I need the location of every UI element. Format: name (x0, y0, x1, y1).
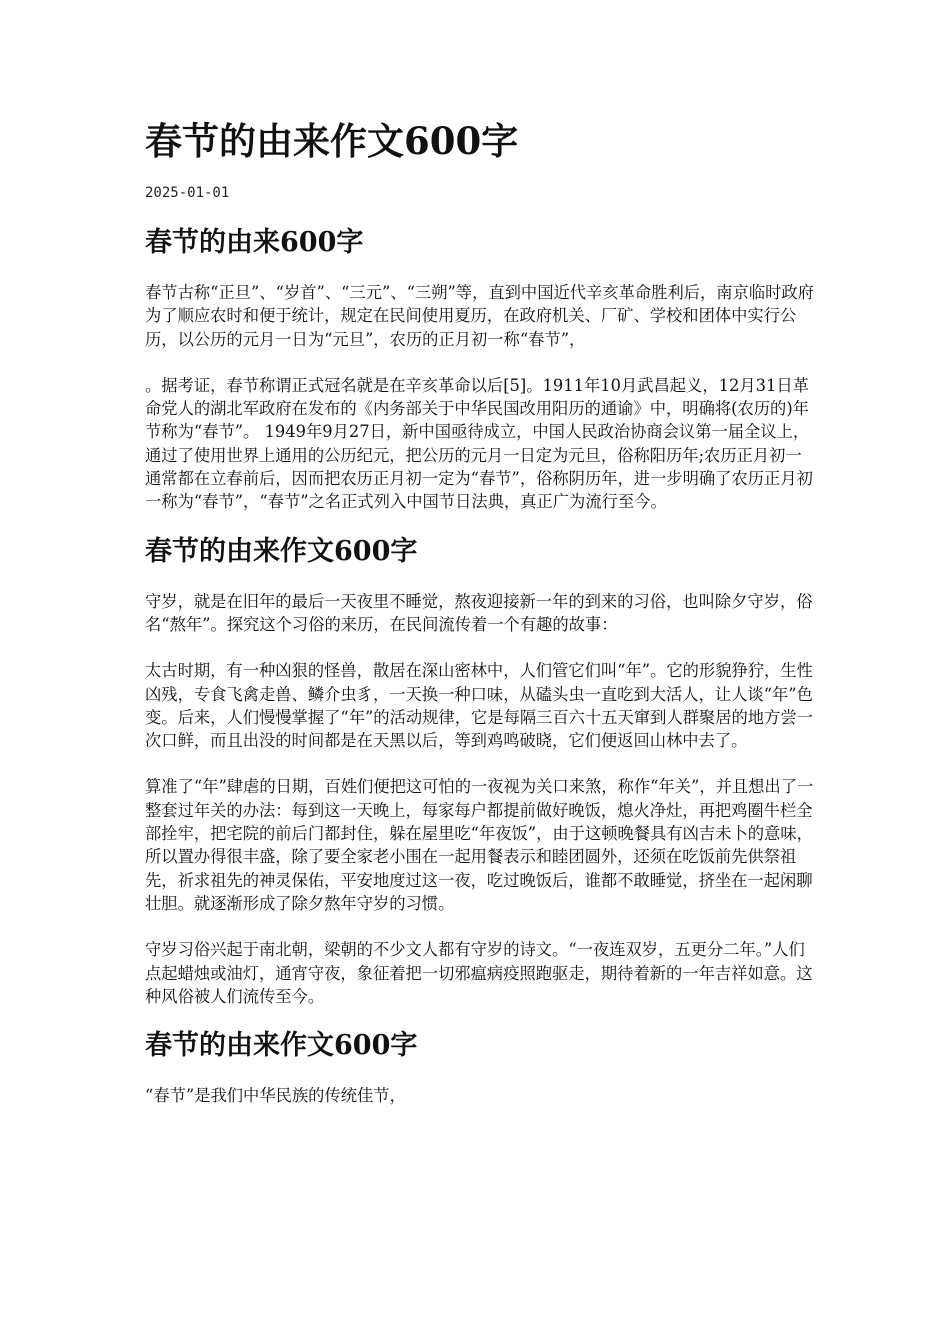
document-content (145, 113, 817, 1107)
paragraph: 守岁习俗兴起于南北朝，梁朝的不少文人都有守岁的诗文。“一夜连双岁，五更分二年。”人们点起蜡烛或油灯，通宵守夜，象征着把一切邪瘟病疫照跑驱走，期待着新的一年吉祥如意。这种风俗被人们流传至今。 (145, 940, 813, 1006)
section-heading: 春节的由来作文600字 (145, 1030, 418, 1062)
section-festival (145, 1026, 817, 1107)
paragraph: 。据考证，春节称谓正式冠名就是在辛亥革命以后[5]。1911年10月武昌起义，12月31日革命党人的湖北军政府在发布的《内务部关于中华民国改用阳历的通谕》中，明确将(农历的)年节称为“春节”。 1949年9月27日，新中国亟待成立，中国人民政治协商会议第一届全议上，通过了使用世界上通用的公历纪元，把公历的元月一日定为元旦，俗称阳历年;农历正月初一通常都在立春前后，因而把农历正月初一定为“春节”，俗称阴历年，进一步明确了农历正月初一称为“春节”，“春节”之名正式列入中国节日法典，真正广为流行至今。 (145, 375, 813, 512)
section-heading: 春节的由来作文600字 (145, 535, 418, 567)
publish-date: 2025-01-01 (145, 185, 230, 201)
section-origin (145, 223, 817, 514)
document-title: 春节的由来作文600字 (145, 119, 519, 163)
section-shousui (145, 532, 817, 1008)
paragraph: 太古时期，有一种凶狠的怪兽，散居在深山密林中，人们管它们叫“年”。它的形貌狰狞，生性凶残，专食飞禽走兽、鳞介虫豸，一天换一种口味，从磕头虫一直吃到大活人，让人谈“年”色变。后来，人们慢慢掌握了“年”的活动规律，它是每隔三百六十五天窜到人群聚居的地方尝一次口鲜，而且出没的时间都是在天黑以后，等到鸡鸣破晓，它们便返回山林中去了。 (145, 661, 813, 751)
paragraph: 春节古称“正旦”、“岁首”、“三元”、“三朔”等，直到中国近代辛亥革命胜利后，南京临时政府为了顺应农时和便于统计，规定在民间使用夏历，在政府机关、厂矿、学校和团体中实行公历，以公历的元月一日为“元旦”，农历的正月初一称“春节”， (145, 283, 814, 349)
section-heading: 春节的由来600字 (145, 227, 364, 258)
paragraph: “春节”是我们中华民族的传统佳节， (145, 1086, 406, 1106)
paragraph: 守岁，就是在旧年的最后一天夜里不睡觉，熬夜迎接新一年的到来的习俗，也叫除夕守岁，俗名“熬年”。探究这个习俗的来历，在民间流传着一个有趣的故事： (145, 591, 813, 634)
paragraph: 算准了“年”肆虐的日期，百姓们便把这可怕的一夜视为关口来煞，称作“年关”，并且想出了一整套过年关的办法：每到这一天晚上，每家每户都提前做好晚饭，熄火净灶，再把鸡圈牛栏全部拴牢，把宅院的前后门都封住，躲在屋里吃“年夜饭”，由于这顿晚餐具有凶吉未卜的意味，所以置办得很丰盛，除了要全家老小围在一起用餐表示和睦团圆外，还须在吃饭前先供祭祖先，祈求祖先的神灵保佑，平安地度过这一夜，吃过晚饭后，谁都不敢睡觉，挤坐在一起闲聊壮胆。就逐渐形成了除夕熬年守岁的习惯。 (145, 777, 814, 913)
